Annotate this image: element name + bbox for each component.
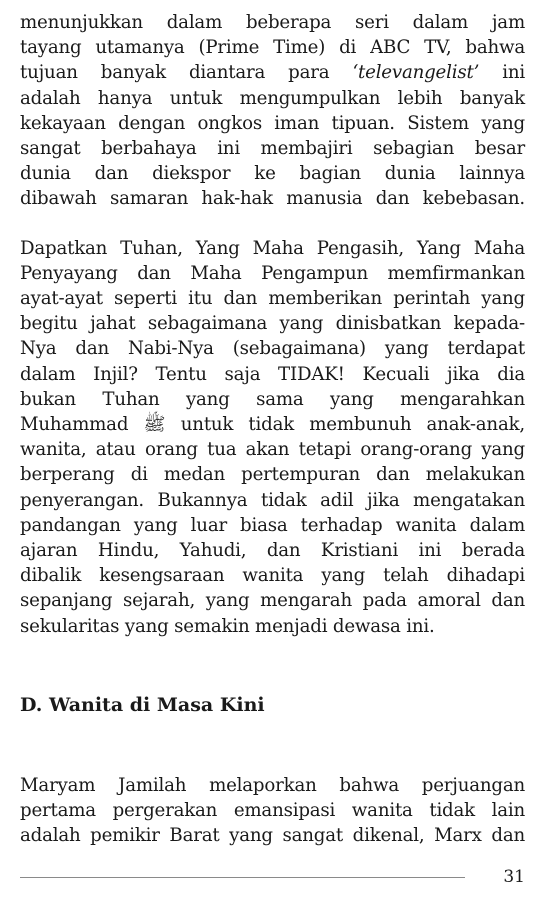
text-line: dibawah samaran hak-hak manusia dan kebebasan.: [20, 188, 525, 210]
italic-term: ‘televangelist’: [352, 62, 480, 84]
text-line: ayat-ayat seperti itu dan memberikan perintah yang: [20, 288, 525, 310]
text-line: wanita, atau orang tua akan tetapi orang-orang yang: [20, 439, 525, 461]
page-body: [20, 10, 525, 848]
text-line: bukan Tuhan yang sama yang mengarahkan: [20, 388, 525, 410]
text-line: menunjukkan dalam beberapa seri dalam jam: [20, 12, 525, 33]
text-line: dibalik kesengsaraan wanita yang telah dihadapi: [20, 565, 525, 587]
paragraph-1: [20, 10, 525, 212]
text-line: sekularitas yang semakin menjadi dewasa ini.: [20, 615, 435, 637]
text-line: penyerangan. Bukannya tidak adil jika mengatakan: [20, 489, 525, 511]
text-line: Muhammad ﷺ untuk tidak membunuh anak-anak,: [20, 414, 525, 436]
text-line: Dapatkan Tuhan, Yang Maha Pengasih, Yang Maha: [20, 237, 525, 259]
text-line: dalam Injil? Tentu saja TIDAK! Kecuali jika dia: [20, 363, 525, 385]
text-line: berperang di medan pertempuran dan melakukan: [20, 464, 525, 486]
text-line: Maryam Jamilah melaporkan bahwa perjuangan: [20, 774, 525, 796]
section-heading: D. Wanita di Masa Kini: [20, 693, 265, 716]
paragraph-3: [20, 773, 525, 849]
text-line: sepanjang sejarah, yang mengarah pada amoral dan: [20, 590, 525, 612]
text-line: tayang utamanya (Prime Time) di ABC TV, bahwa: [20, 37, 525, 59]
text-line: pandangan yang luar biasa terhadap wanita dalam: [20, 514, 525, 536]
text-line: kekayaan dengan ongkos iman tipuan. Sistem yang: [20, 112, 525, 134]
text-line: Nya dan Nabi-Nya (sebagaimana) yang terdapat: [20, 338, 525, 360]
page-footer: [20, 864, 525, 894]
text-line: adalah hanya untuk mengumpulkan lebih banyak: [20, 87, 525, 109]
text-line: ajaran Hindu, Yahudi, dan Kristiani ini berada: [20, 540, 525, 562]
text-line: tujuan banyak diantara para ‘televangelist’ ini: [20, 62, 525, 84]
page-number: 31: [503, 867, 525, 887]
text-line: dunia dan diekspor ke bagian dunia lainnya: [20, 163, 525, 185]
footer-rule: [20, 877, 465, 878]
text-line: begitu jahat sebagaimana yang dinisbatkan kepada-: [20, 313, 525, 335]
text-line: adalah pemikir Barat yang sangat dikenal, Marx dan: [20, 825, 525, 847]
text-line: pertama pergerakan emansipasi wanita tidak lain: [20, 800, 525, 822]
text-line: sangat berbahaya ini membajiri sebagian besar: [20, 138, 525, 160]
paragraph-2: [20, 236, 525, 639]
text-line: Penyayang dan Maha Pengampun memfirmankan: [20, 262, 525, 284]
